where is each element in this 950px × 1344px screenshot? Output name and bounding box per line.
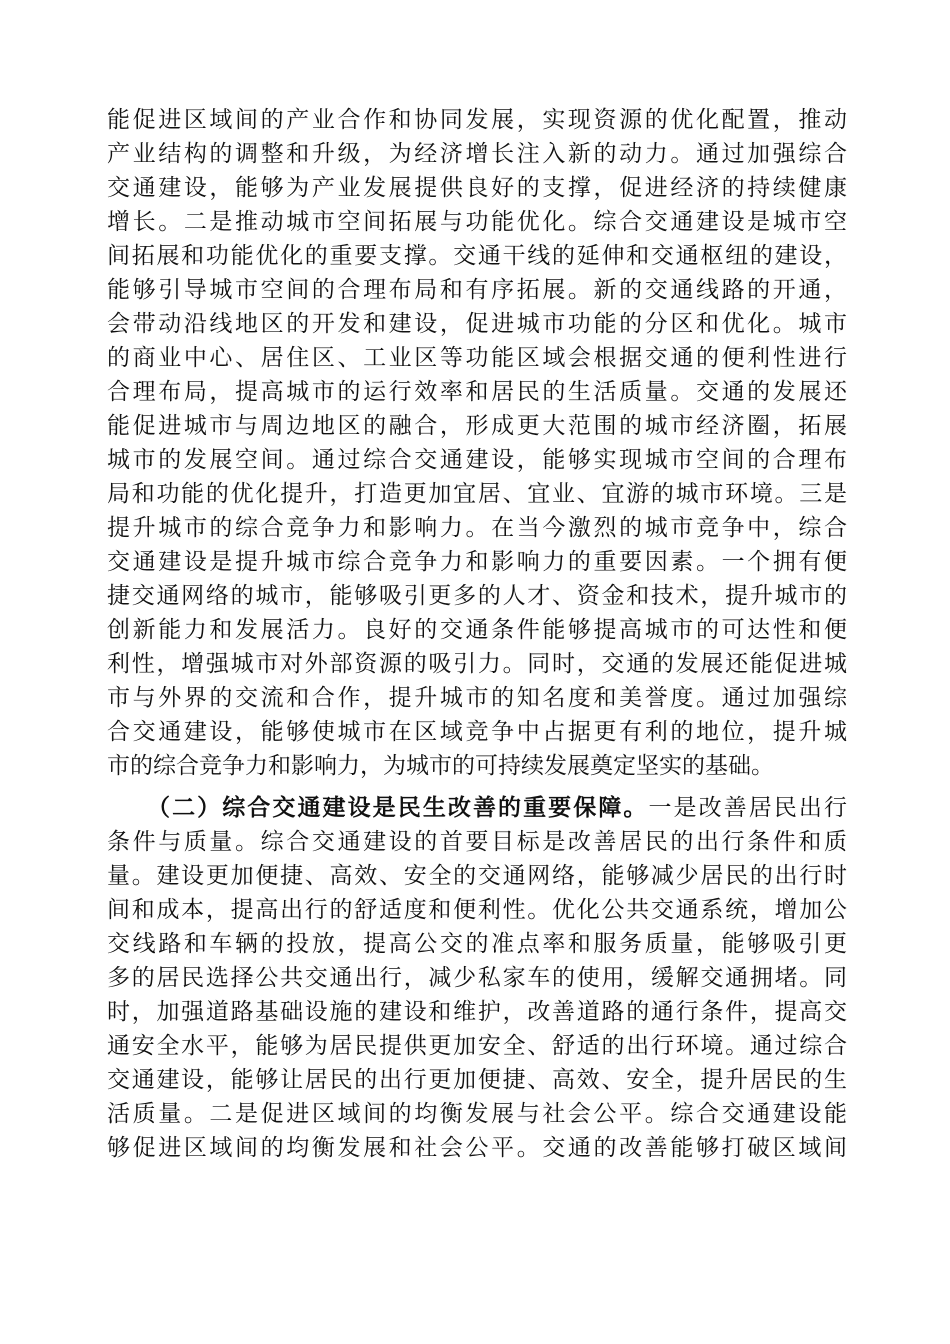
paragraph-line: 交通建设是提升城市综合竞争力和影响力的重要因素。一个拥有便	[107, 549, 847, 575]
paragraph-line: 利性，增强城市对外部资源的吸引力。同时，交通的发展还能促进城	[107, 651, 847, 677]
paragraph-line: 的商业中心、居住区、工业区等功能区域会根据交通的便利性进行	[107, 345, 847, 371]
section-heading: （二）综合交通建设是民生改善的重要保障。	[147, 795, 649, 821]
paragraph-line: 活质量。二是促进区域间的均衡发展与社会公平。综合交通建设能	[107, 1101, 847, 1127]
paragraph-line: 市与外界的交流和合作，提升城市的知名度和美誉度。通过加强综	[107, 685, 847, 711]
paragraph-line: 交通建设，能够让居民的出行更加便捷、高效、安全，提升居民的生	[107, 1067, 847, 1093]
paragraph-line: 时，加强道路基础设施的建设和维护，改善道路的通行条件，提高交	[107, 999, 847, 1025]
paragraph-line: 能够引导城市空间的合理布局和有序拓展。新的交通线路的开通，	[107, 277, 847, 303]
paragraph-line: 城市的发展空间。通过综合交通建设，能够实现城市空间的合理布	[107, 447, 847, 473]
paragraph-text: 一是改善居民出行	[648, 795, 848, 821]
paragraph-line: 够促进区域间的均衡发展和社会公平。交通的改善能够打破区域间	[107, 1135, 847, 1161]
paragraph-line: 捷交通网络的城市，能够吸引更多的人才、资金和技术，提升城市的	[107, 583, 847, 609]
paragraph-line: 合交通建设，能够使城市在区域竞争中占据更有利的地位，提升城	[107, 719, 847, 745]
paragraph-line: 合理布局，提高城市的运行效率和居民的生活质量。交通的发展还	[107, 379, 847, 405]
paragraph-line: 局和功能的优化提升，打造更加宜居、宜业、宜游的城市环境。三是	[107, 481, 847, 507]
paragraph-line: 增长。二是推动城市空间拓展与功能优化。综合交通建设是城市空	[107, 209, 847, 235]
paragraph-line: 提升城市的综合竞争力和影响力。在当今激烈的城市竞争中，综合	[107, 515, 847, 541]
paragraph-line: 量。建设更加便捷、高效、安全的交通网络，能够减少居民的出行时	[107, 863, 847, 889]
paragraph-line: 条件与质量。综合交通建设的首要目标是改善居民的出行条件和质	[107, 829, 847, 855]
paragraph-line: 多的居民选择公共交通出行，减少私家车的使用，缓解交通拥堵。同	[107, 965, 847, 991]
paragraph-line: 通安全水平，能够为居民提供更加安全、舒适的出行环境。通过综合	[107, 1033, 847, 1059]
section-heading-line	[147, 791, 847, 825]
paragraph-line: 产业结构的调整和升级，为经济增长注入新的动力。通过加强综合	[107, 141, 847, 167]
paragraph-line: 能促进城市与周边地区的融合，形成更大范围的城市经济圈，拓展	[107, 413, 847, 439]
paragraph-line: 创新能力和发展活力。良好的交通条件能够提高城市的可达性和便	[107, 617, 847, 643]
paragraph-line: 交线路和车辆的投放，提高公交的准点率和服务质量，能够吸引更	[107, 931, 847, 957]
paragraph-line: 间拓展和功能优化的重要支撑。交通干线的延伸和交通枢纽的建设，	[107, 243, 847, 269]
paragraph-line: 交通建设，能够为产业发展提供良好的支撑，促进经济的持续健康	[107, 175, 847, 201]
paragraph-line: 会带动沿线地区的开发和建设，促进城市功能的分区和优化。城市	[107, 311, 847, 337]
paragraph-line: 市的综合竞争力和影响力，为城市的可持续发展奠定坚实的基础。	[107, 753, 774, 779]
paragraph-line: 能促进区域间的产业合作和协同发展，实现资源的优化配置，推动	[107, 107, 847, 133]
paragraph-line: 间和成本，提高出行的舒适度和便利性。优化公共交通系统，增加公	[107, 897, 847, 923]
